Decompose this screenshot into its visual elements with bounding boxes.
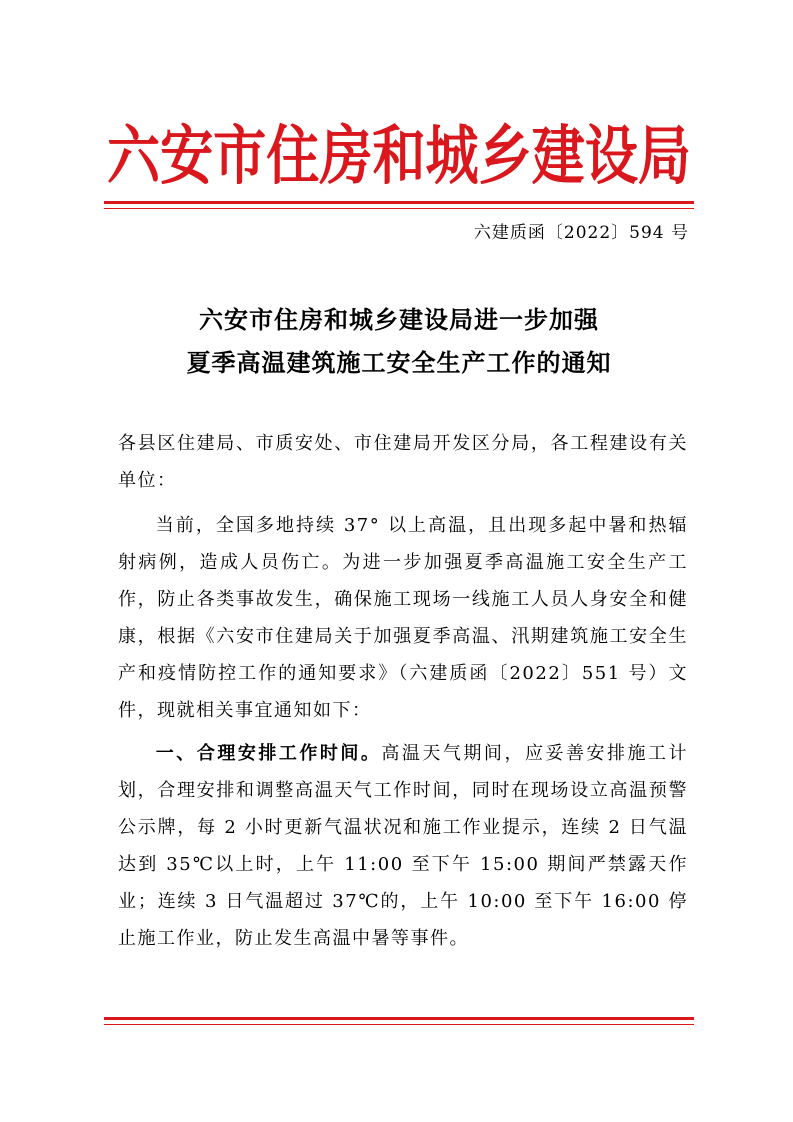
- document-title-line-2: 夏季高温建筑施工安全生产工作的通知: [186, 348, 612, 377]
- footer-divider-thin: [104, 1024, 694, 1025]
- agency-masthead: [104, 98, 694, 194]
- header-divider-thin: [104, 208, 694, 209]
- salutation: 各县区住建局、市质安处、市住建局开发区分局，各工程建设有关单位：: [118, 433, 688, 491]
- agency-name: 六安市住房和城乡建设局: [107, 120, 691, 194]
- document-title-line-1: 六安市住房和城乡建设局进一步加强: [199, 305, 599, 334]
- section-1-paragraph: [118, 735, 688, 957]
- footer-divider-thick: [104, 1017, 694, 1020]
- document-number: 六建质函〔2022〕594 号: [473, 223, 689, 243]
- section-1-heading: 一、合理安排工作时间。: [155, 743, 382, 764]
- header-divider-thick: [104, 201, 694, 204]
- document-body: [118, 425, 688, 957]
- section-1-text: 高温天气期间，应妥善安排施工计划，合理安排和调整高温天气工作时间，同时在现场设立高温预警公示牌，每 2 小时更新气温状况和施工作业提示，连续 2 日气温达到 35℃以上时，上午 11:00 至下午 15:00 期间严禁露天作业；连续 3 日气温超过 37℃的，上午 10:00 至下午 16:00 停止施工作业，防止发生高温中暑等事件。: [118, 743, 689, 949]
- masthead-svg: [104, 98, 694, 194]
- intro-paragraph: 当前，全国多地持续 37° 以上高温，且出现多起中暑和热辐射病例，造成人员伤亡。为进一步加强夏季高温施工安全生产工作，防止各类事故发生，确保施工现场一线施工人员人身安全和健康，根据《六安市住建局关于加强夏季高温、汛期建筑施工安全生产和疫情防控工作的通知要求》（六建质函〔2022〕551 号）文件，现就相关事宜通知如下：: [118, 515, 688, 721]
